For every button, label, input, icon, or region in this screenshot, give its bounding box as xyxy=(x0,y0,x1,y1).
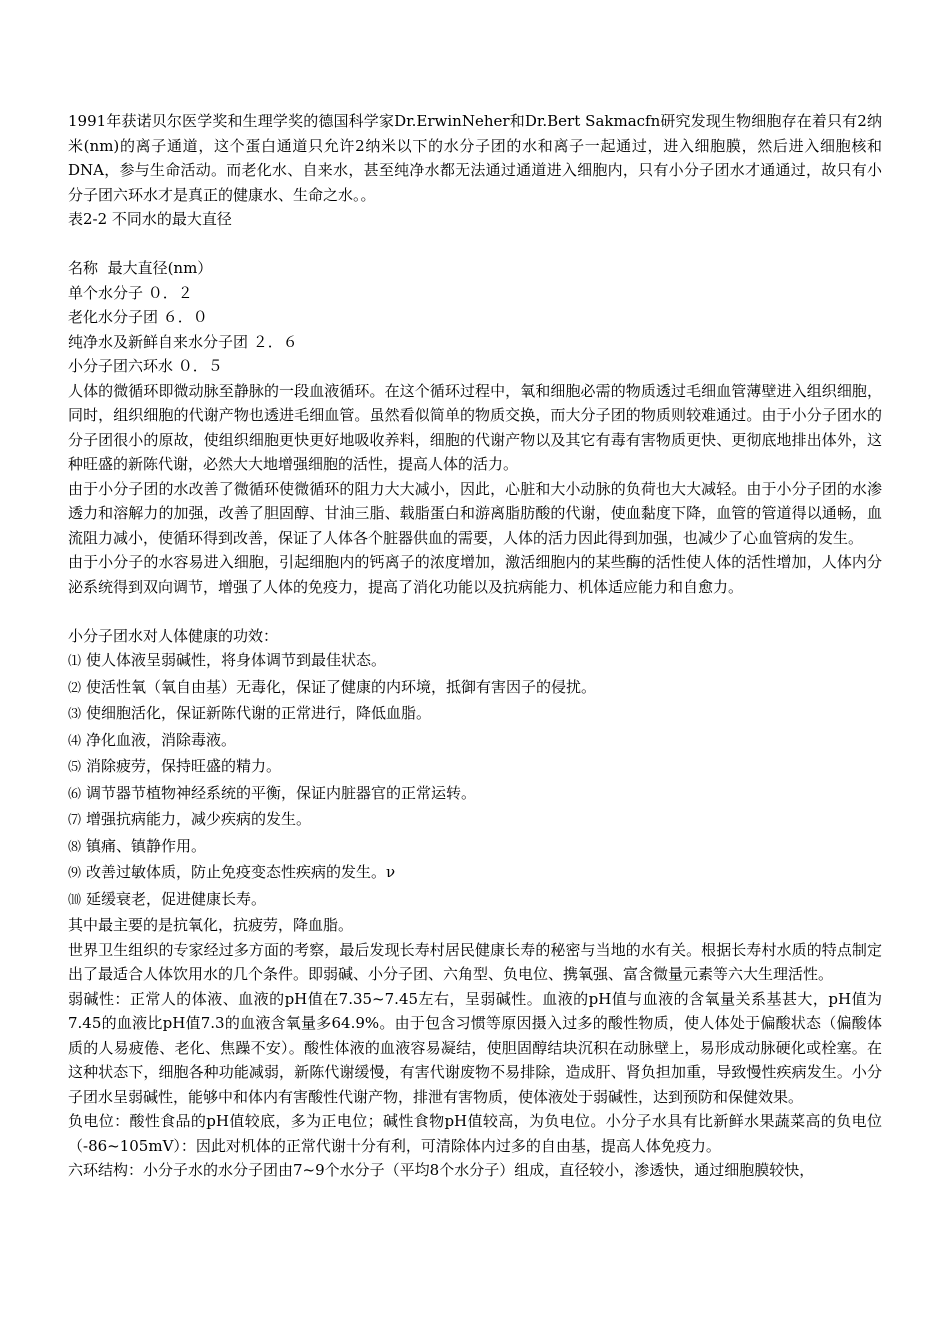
list-text: 增强抗病能力，减少疾病的发生。 xyxy=(86,810,312,828)
list-item xyxy=(68,860,882,887)
intro-paragraph: 1991年获诺贝尔医学奖和生理学奖的德国科学家Dr.ErwinNeher和Dr.Bert Sakmacfn研究发现生物细胞存在着只有2纳米(nm)的离子通道，这个蛋白通道只允许2纳米以下的水分子团的水和离子一起通过，进入细胞膜，然后进入细胞核和DNA，参与生命活动。而老化水、自来水，甚至纯净水都无法通过通道进入细胞内，只有小分子团水才通通过，故只有小分子团六环水才是真正的健康水、生命之水。。 xyxy=(68,112,882,204)
benefits-summary: 其中最主要的是抗氧化，抗疲劳，降血脂。 xyxy=(68,916,354,934)
list-number: ⑽ xyxy=(68,892,82,908)
list-item xyxy=(68,701,882,728)
table-row xyxy=(68,330,882,355)
table-row xyxy=(68,354,882,379)
list-text: 净化血液，消除毒液。 xyxy=(86,730,237,749)
list-text: 使细胞活化，保证新陈代谢的正常进行，降低血脂。 xyxy=(86,704,432,722)
list-item xyxy=(68,834,882,861)
table-header xyxy=(68,256,882,281)
list-item xyxy=(68,781,882,808)
table-cell-name: 老化水分子团 xyxy=(68,308,159,326)
list-number: ⑷ xyxy=(68,733,82,749)
benefits-list xyxy=(68,648,882,913)
table-cell-name: 纯净水及新鲜自来水分子团 xyxy=(68,332,249,351)
table-cell-name: 小分子团六环水 xyxy=(68,357,174,375)
list-text: 调节器节植物神经系统的平衡，保证内脏器官的正常运转。 xyxy=(86,783,477,802)
alkalinity-paragraph: 弱碱性：正常人的体液、血液的pH值在7.35~7.45左右，呈弱碱性。血液的pH值与血液的含氧量关系基甚大，pH值为7.45的血液比pH值7.3的血液含氧量多64.9%。由于包含习惯等原因摄入过多的酸性物质，使人体处于偏酸状态（偏酸体质的人易疲倦、老化、焦躁不安）。酸性体液的血液容易凝结，使胆固醇结块沉积在动脉壁上，易形成动脉硬化或栓塞。在这种状态下，细胞各种功能减弱，新陈代谢缓慢，有害代谢废物不易排除，造成肝、肾负担加重，导致慢性疾病发生。小分子团水呈弱碱性，能够中和体内有害酸性代谢产物，排泄有害物质，使体液处于弱碱性，达到预防和保健效果。 xyxy=(68,989,882,1106)
list-text: 使人体液呈弱碱性，将身体调节到最佳状态。 xyxy=(86,651,387,669)
microcirculation-paragraph: 人体的微循环即微动脉至静脉的一段血液循环。在这个循环过程中，氧和细胞必需的物质透过毛细血管薄壁进入组织细胞，同时，组织细胞的代谢产物也透进毛细血管。虽然看似简单的物质交换，而大分子团的物质则较难通过。由于小分子团水的分子团很小的原故，使组织细胞更快更好地吸收养料，细胞的代谢产物以及其它有毒有害物质更快、更彻底地排出体外，这种旺盛的新陈代谢，必然大大地增强细胞的活性，提高人体的活力。 xyxy=(68,381,882,473)
list-item xyxy=(68,807,882,834)
hexagonal-structure-paragraph: 六环结构：小分子水的水分子团由7~9个水分子（平均8个水分子）组成，直径较小，渗透快，通过细胞膜较快， xyxy=(68,1161,815,1179)
list-number: ⑸ xyxy=(68,760,82,775)
list-number: ⑼ xyxy=(68,866,82,881)
table-cell-value: ２．６ xyxy=(252,332,298,351)
list-text: 镇痛、镇静作用。 xyxy=(86,836,207,855)
table-cell-value: ０．２ xyxy=(147,283,193,302)
blank-line xyxy=(68,599,882,624)
list-text: 消除疲劳，保持旺盛的精力。 xyxy=(86,757,282,775)
negative-potential-paragraph: 负电位：酸性食品的pH值较底，多为正电位；碱性食物pH值较高，为负电位。小分子水具有比新鲜水果蔬菜高的负电位（-86~105mV）：因此对机体的正常代谢十分有利，可清除体内过多的自由基，提高人体免疫力。 xyxy=(68,1112,882,1155)
list-number: ⑻ xyxy=(68,839,82,855)
list-item xyxy=(68,754,882,781)
table-row xyxy=(68,305,882,330)
list-number: ⑵ xyxy=(68,680,82,696)
circulation-resistance-paragraph: 由于小分子团的水改善了微循环使微循环的阻力大大减小，因此，心脏和大小动脉的负荷也大大减轻。由于小分子团的水渗透力和溶解力的加强，改善了胆固醇、甘油三脂、载脂蛋白和游离脂肪酸的代谢，使血黏度下降，血管的管道得以通畅，血流阻力减小，使循环得到改善，保证了人体各个脏器供血的需要，人体的活力因此得到加强，也减少了心血管病的发生。 xyxy=(68,479,882,547)
table-cell-value: ６．０ xyxy=(162,308,208,326)
table-cell-name: 单个水分子 xyxy=(68,283,144,302)
cell-activity-paragraph: 由于小分子的水容易进入细胞，引起细胞内的钙离子的浓度增加，激活细胞内的某些酶的活性使人体的活性增加，人体内分泌系统得到双向调节，增强了人体的免疫力，提高了消化功能以及抗病能力、机体适应能力和自愈力。 xyxy=(68,553,882,596)
list-text: 改善过敏体质，防止免疫变态性疾病的发生。ν xyxy=(86,863,396,881)
diameter-table xyxy=(68,256,882,379)
list-item xyxy=(68,887,882,914)
benefits-heading: 小分子团水对人体健康的功效： xyxy=(68,626,279,645)
list-number: ⑺ xyxy=(68,813,82,828)
list-number: ⑹ xyxy=(68,786,82,802)
table-header-value: 最大直径(nm） xyxy=(107,259,213,277)
list-item xyxy=(68,648,882,675)
table-row xyxy=(68,281,882,306)
list-item xyxy=(68,728,882,755)
longevity-paragraph: 世界卫生组织的专家经过多方面的考察，最后发现长寿村居民健康长寿的秘密与当地的水有关。根据长寿村水质的特点制定出了最适合人体饮用水的几个条件。即弱碱、小分子团、六角型、负电位、携氧强、富含微量元素等六大生理活性。 xyxy=(68,940,882,983)
list-number: ⑶ xyxy=(68,707,82,722)
blank-line xyxy=(68,232,882,257)
list-item xyxy=(68,675,882,702)
list-number: ⑴ xyxy=(68,654,82,669)
list-text: 延缓衰老，促进健康长寿。 xyxy=(86,889,267,908)
table-header-name: 名称 xyxy=(68,259,99,277)
list-text: 使活性氧（氧自由基）无毒化，保证了健康的内环境，抵御有害因子的侵扰。 xyxy=(86,677,597,696)
table-caption: 表2-2 不同水的最大直径 xyxy=(68,210,232,228)
table-cell-value: ０．５ xyxy=(177,357,223,375)
